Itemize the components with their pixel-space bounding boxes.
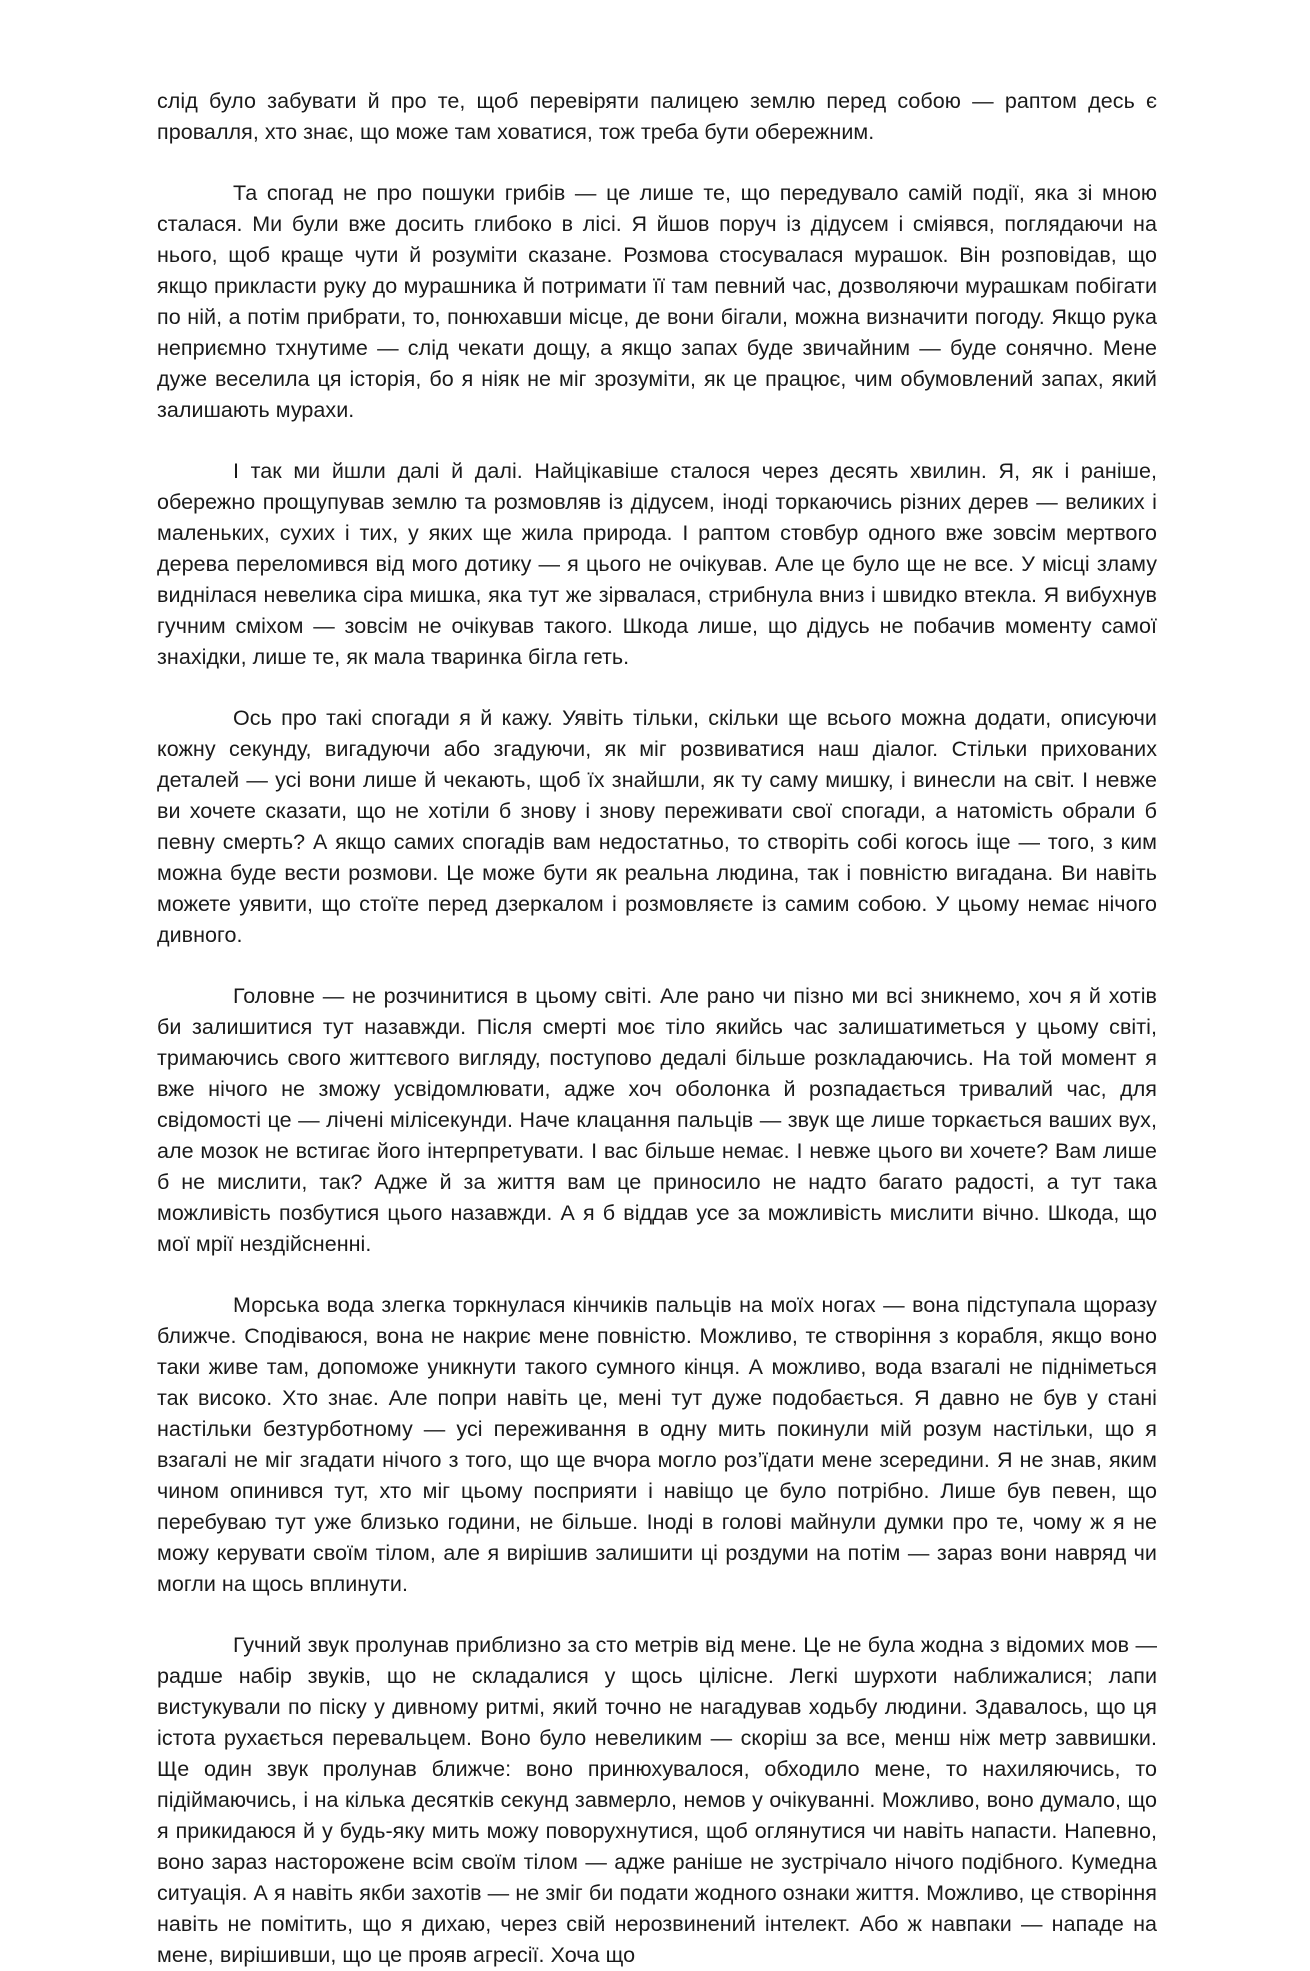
paragraph-7: Гучний звук пролунав приблизно за сто метрів від мене. Це не була жодна з відомих мов — радше набір звуків, що не складалися у щось цілісне. Легкі шурхоти наближалися; лапи вистукували по піску у дивному ритмі, який точно не нагадував ходьбу людини. Здавалось, що ця істота рухається перевальцем. Воно було невеликим — скоріш за все, менш ніж метр заввишки. Ще один звук пролунав ближче: воно принюхувалося, обходило мене, то нахиляючись, то підіймаючись, і на кілька десятків секунд завмерло, немов у очікуванні. Можливо, воно думало, що я прикидаюся й у будь-яку мить можу поворухнутися, щоб оглянутися чи навіть напасти. Напевно, воно зараз насторожене всім своїм тілом — адже раніше не зустрічало нічого подібного. Кумедна ситуація. А я навіть якби захотів — не зміг би подати жодного ознаки життя. Можливо, це створіння навіть не помітить, що я дихаю, через свій нерозвинений інтелект. Або ж навпаки — нападе на мене, вирішивши, що це прояв агресії. Хоча що bbox=[157, 1633, 1157, 1967]
document-page bbox=[157, 86, 1157, 1967]
paragraph-6: Морська вода злегка торкнулася кінчиків пальців на моїх ногах — вона підступала щоразу ближче. Сподіваюся, вона не накриє мене повністю. Можливо, те створіння з корабля, якщо воно таки живе там, допоможе уникнути такого сумного кінця. А можливо, вода взагалі не підніметься так високо. Хто знає. Але попри навіть це, мені тут дуже подобається. Я давно не був у стані настільки безтурботному — усі переживання в одну мить покинули мій розум настільки, що я взагалі не міг згадати нічого з того, що ще вчора могло роз’їдати мене зсередини. Я не знав, яким чином опинився тут, хто міг цьому посприяти і навіщо це було потрібно. Лише був певен, що перебуваю тут уже близько години, не більше. Іноді в голові майнули думки про те, чому ж я не можу керувати своїм тілом, але я вирішив залишити ці роздуми на потім — зараз вони навряд чи могли на щось вплинути. bbox=[157, 1293, 1157, 1596]
paragraph-5: Головне — не розчинитися в цьому світі. Але рано чи пізно ми всі зникнемо, хоч я й хотів би залишитися тут назавжди. Після смерті моє тіло якийсь час залишатиметься у цьому світі, тримаючись свого життєвого вигляду, поступово дедалі більше розкладаючись. На той момент я вже нічого не зможу усвідомлювати, адже хоч оболонка й розпадається тривалий час, для свідомості це — лічені мілісекунди. Наче клацання пальців — звук ще лише торкається ваших вух, але мозок не встигає його інтерпретувати. І вас більше немає. І невже цього ви хочете? Вам лише б не мислити, так? Адже й за життя вам це приносило не надто багато радості, а тут така можливість позбутися цього назавжди. А я б віддав усе за можливість мислити вічно. Шкода, що мої мрії нездійсненні. bbox=[157, 984, 1157, 1256]
paragraph-3: І так ми йшли далі й далі. Найцікавіше сталося через десять хвилин. Я, як і раніше, обережно прощупував землю та розмовляв із дідусем, іноді торкаючись різних дерев — великих і маленьких, сухих і тих, у яких ще жила природа. І раптом стовбур одного вже зовсім мертвого дерева переломився від мого дотику — я цього не очікував. Але це було ще не все. У місці зламу виднілася невелика сіра мишка, яка тут же зірвалася, стрибнула вниз і швидко втекла. Я вибухнув гучним сміхом — зовсім не очікував такого. Шкода лише, що дідусь не побачив моменту самої знахідки, лише те, як мала тваринка бігла геть. bbox=[157, 459, 1157, 669]
paragraph-2: Та спогад не про пошуки грибів — це лише те, що передувало самій події, яка зі мною сталася. Ми були вже досить глибоко в лісі. Я йшов поруч із дідусем і сміявся, поглядаючи на нього, щоб краще чути й розуміти сказане. Розмова стосувалася мурашок. Він розповідав, що якщо прикласти руку до мурашника й потримати її там певний час, дозволяючи мурашкам побігати по ній, а потім прибрати, то, понюхавши місце, де вони бігали, можна визначити погоду. Якщо рука неприємно тхнутиме — слід чекати дощу, а якщо запах буде звичайним — буде сонячно. Мене дуже веселила ця історія, бо я ніяк не міг зрозуміти, як це працює, чим обумовлений запах, який залишають мурахи. bbox=[157, 181, 1157, 422]
paragraph-4: Ось про такі спогади я й кажу. Уявіть тільки, скільки ще всього можна додати, описуючи кожну секунду, вигадуючи або згадуючи, як міг розвиватися наш діалог. Стільки прихованих деталей — усі вони лише й чекають, щоб їх знайшли, як ту саму мишку, і винесли на світ. І невже ви хочете сказати, що не хотіли б знову і знову переживати свої спогади, а натомість обрали б певну смерть? А якщо самих спогадів вам недостатньо, то створіть собі когось іще — того, з ким можна буде вести розмови. Це може бути як реальна людина, так і повністю вигадана. Ви навіть можете уявити, що стоїте перед дзеркалом і розмовляєте із самим собою. У цьому немає нічого дивного. bbox=[157, 706, 1157, 947]
paragraph-1: слід було забувати й про те, щоб перевіряти палицею землю перед собою — раптом десь є провалля, хто знає, що може там ховатися, тож треба бути обережним. bbox=[157, 89, 1157, 144]
